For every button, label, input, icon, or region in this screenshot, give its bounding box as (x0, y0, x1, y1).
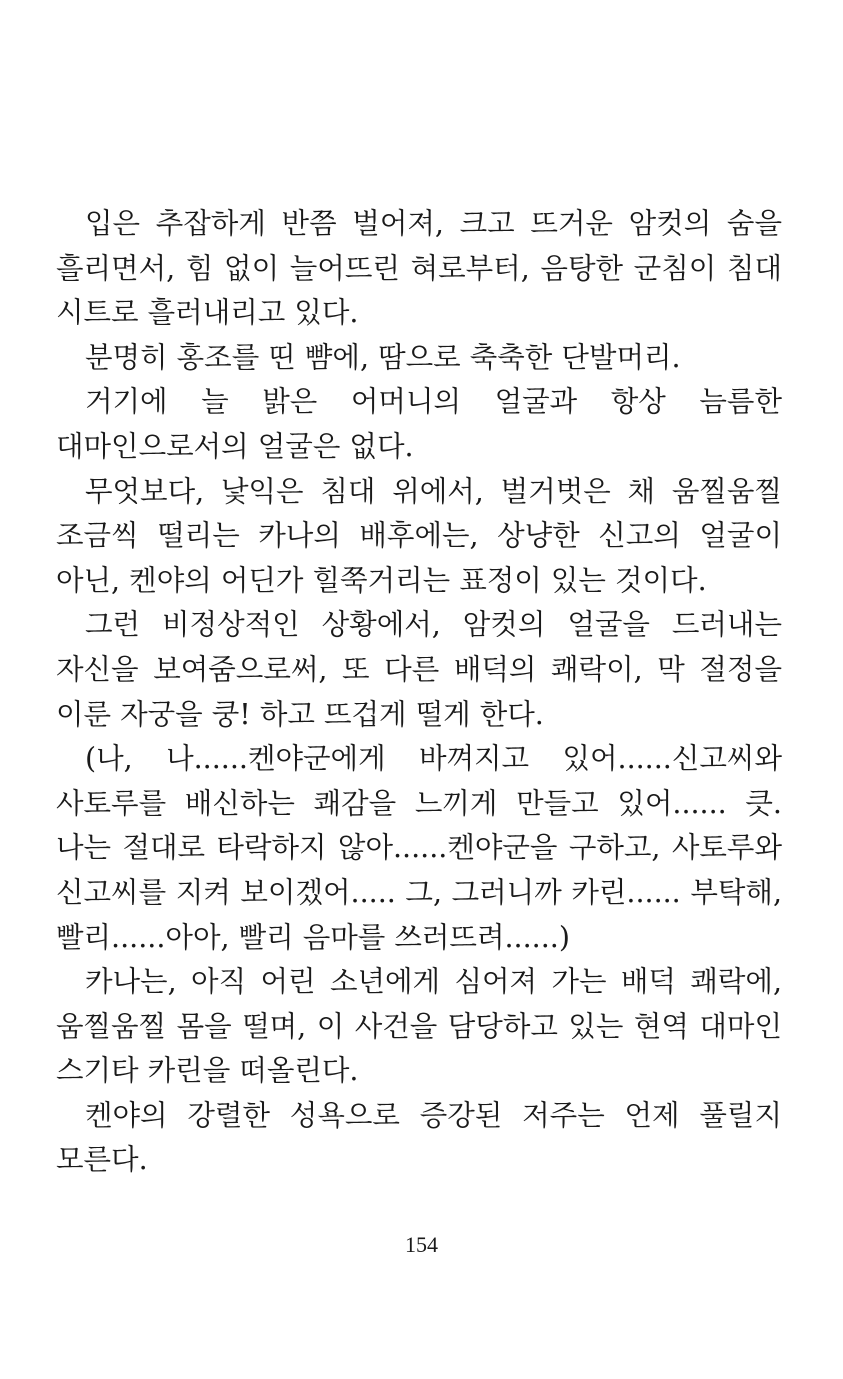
paragraph-4: 무엇보다, 낯익은 침대 위에서, 벌거벗은 채 움찔움찔 조금씩 떨리는 카나의 배후에는, 상냥한 신고의 얼굴이 아닌, 켄야의 어딘가 힐쭉거리는 표정이 있는 것이다. (56, 474, 782, 597)
paragraph-5: 그런 비정상적인 상황에서, 암컷의 얼굴을 드러내는 자신을 보여줌으로써, 또 다른 배덕의 쾌락이, 막 절정을 이룬 자궁을 쿵! 하고 뜨겁게 떨게 한다. (56, 608, 782, 731)
body-text (56, 202, 782, 1183)
paragraph-1: 입은 추잡하게 반쯤 벌어져, 크고 뜨거운 암컷의 숨을 흘리면서, 힘 없이 늘어뜨린 혀로부터, 음탕한 군침이 침대 시트로 흘러내리고 있다. (56, 207, 782, 330)
page-number: 154 (405, 1232, 438, 1257)
paragraph-7: 카나는, 아직 어린 소년에게 심어져 가는 배덕 쾌락에, 움찔움찔 몸을 떨며, 이 사건을 담당하고 있는 현역 대마인 스기타 카린을 떠올린다. (56, 965, 782, 1088)
paragraph-6: (나, 나......켄야군에게 바껴지고 있어......신고씨와 사토루를 배신하는 쾌감을 느끼게 만들고 있어...... 큿. 나는 절대로 타락하지 않아......켄야군을 구하고, 사토루와 신고씨를 지켜 보이겠어..... 그, 그러니까 카린...... 부탁해, 빨리......아아, 빨리 음마를 쓰러뜨려......) (56, 742, 782, 954)
paragraph-3: 거기에 늘 밝은 어머니의 얼굴과 항상 늠름한 대마인으로서의 얼굴은 없다. (56, 385, 782, 463)
paragraph-8: 켄야의 강렬한 성욕으로 증강된 저주는 언제 풀릴지 모른다. (56, 1098, 782, 1177)
paragraph-2: 분명히 홍조를 띤 뺨에, 땀으로 축축한 단발머리. (85, 340, 681, 374)
